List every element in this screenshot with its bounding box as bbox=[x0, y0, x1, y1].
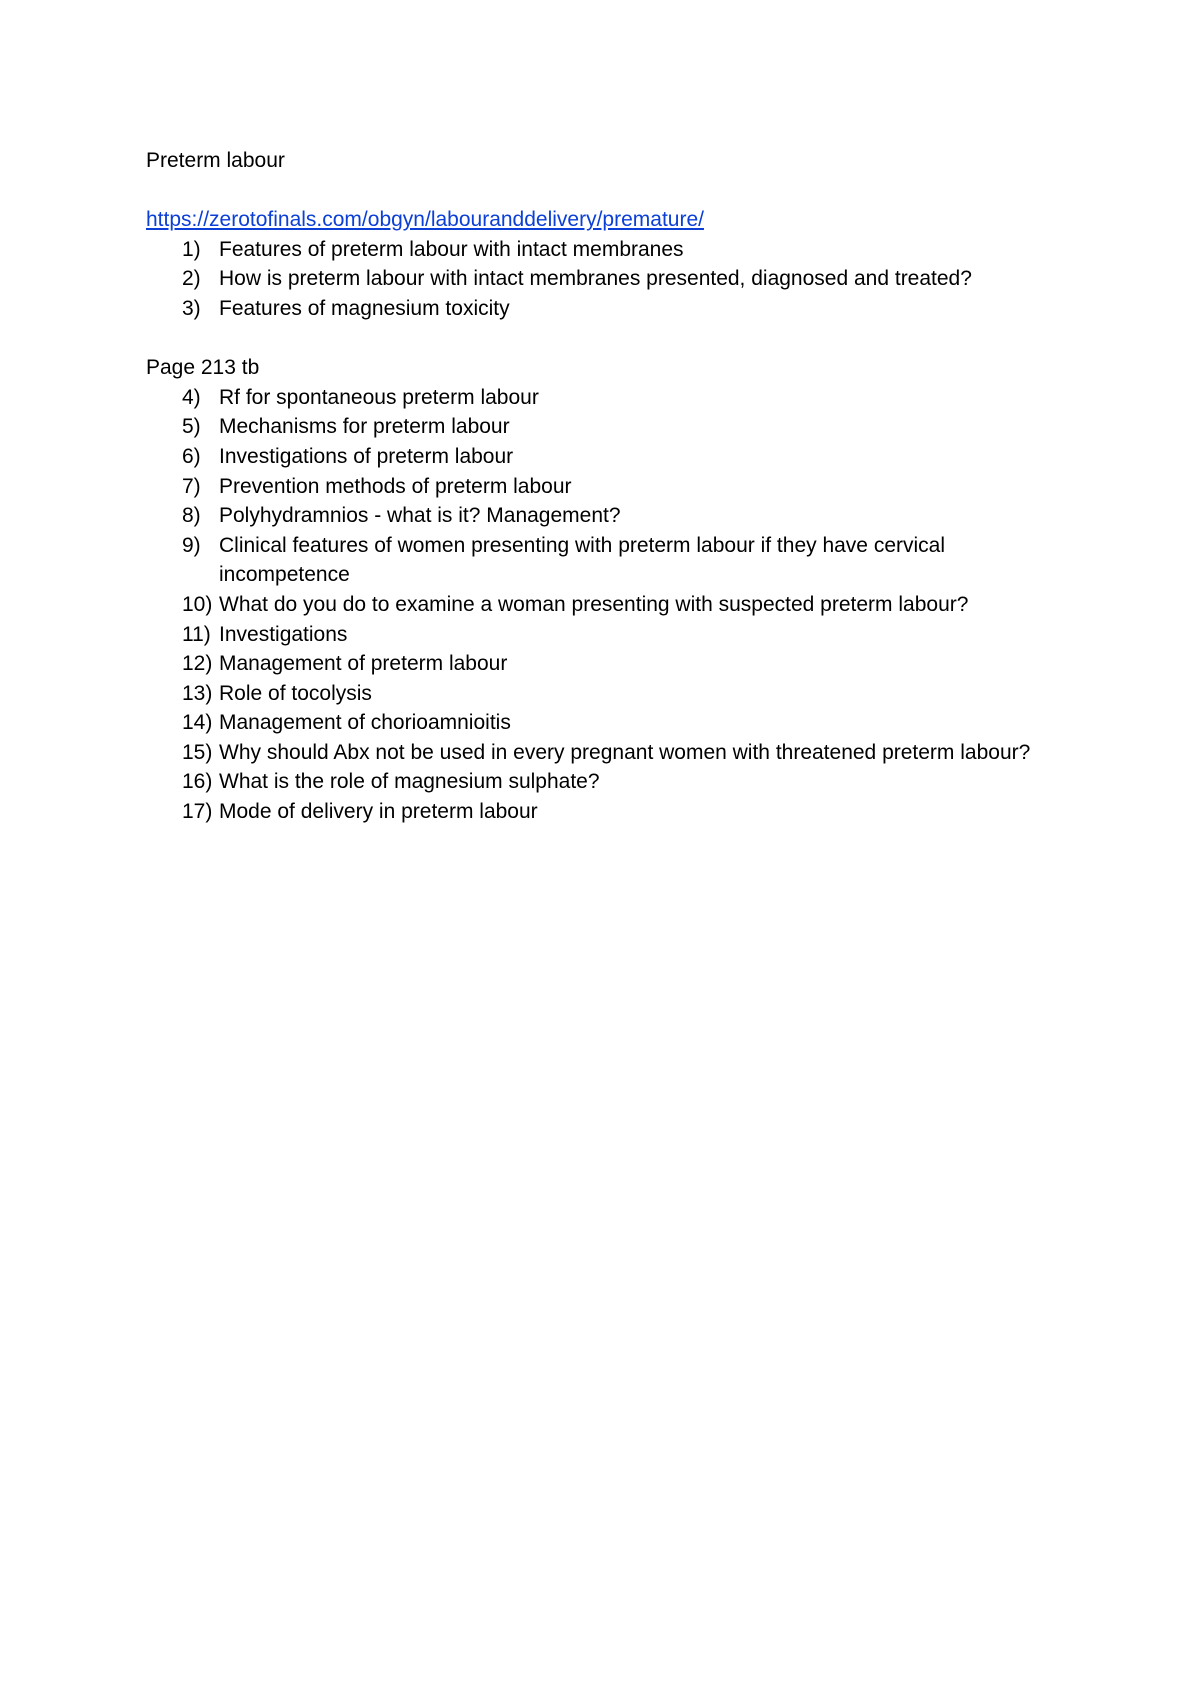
list-item bbox=[146, 294, 1066, 324]
list-number: 11) bbox=[182, 622, 211, 646]
list-item bbox=[146, 649, 1066, 679]
list-text: Polyhydramnios - what is it? Management? bbox=[219, 504, 621, 528]
list-text: Rf for spontaneous preterm labour bbox=[219, 385, 539, 409]
list-text: Prevention methods of preterm labour bbox=[219, 474, 572, 498]
list-text: Role of tocolysis bbox=[219, 681, 372, 705]
list-item bbox=[146, 767, 1066, 797]
question-list-1 bbox=[146, 235, 1066, 324]
list-number: 6) bbox=[182, 444, 201, 468]
list-item bbox=[146, 738, 1066, 768]
document-title: Preterm labour bbox=[146, 149, 285, 172]
list-item bbox=[146, 412, 1066, 442]
list-item bbox=[146, 235, 1066, 265]
blank-line bbox=[146, 324, 1066, 354]
list-number: 12) bbox=[182, 652, 213, 676]
list-item bbox=[146, 383, 1066, 413]
list-item bbox=[146, 708, 1066, 738]
list-number: 10) bbox=[182, 592, 213, 616]
list-text: Mode of delivery in preterm labour bbox=[219, 800, 538, 824]
list-item bbox=[146, 620, 1066, 650]
list-text: Why should Abx not be used in every pregnant women with threatened preterm labour? bbox=[219, 740, 1031, 764]
section-heading: Page 213 tb bbox=[146, 356, 260, 380]
list-item bbox=[146, 679, 1066, 709]
list-number: 15) bbox=[182, 740, 213, 764]
list-number: 4) bbox=[182, 385, 201, 409]
list-text: Investigations of preterm labour bbox=[219, 444, 514, 468]
list-text: Management of chorioamnioitis bbox=[219, 711, 511, 735]
list-item bbox=[146, 442, 1066, 472]
list-text: How is preterm labour with intact membranes presented, diagnosed and treated? bbox=[219, 267, 972, 291]
list-text: Management of preterm labour bbox=[219, 652, 508, 676]
list-number: 2) bbox=[182, 267, 201, 291]
list-text: Features of magnesium toxicity bbox=[219, 296, 510, 320]
list-number: 14) bbox=[182, 711, 213, 735]
list-number: 17) bbox=[182, 800, 213, 824]
list-item bbox=[146, 531, 1066, 590]
list-text: What do you do to examine a woman presenting with suspected preterm labour? bbox=[219, 592, 969, 616]
list-item bbox=[146, 264, 1066, 294]
list-number: 5) bbox=[182, 415, 201, 439]
list-text: Clinical features of women presenting with preterm labour if they have cervical incompetence bbox=[219, 533, 946, 587]
blank-line bbox=[146, 176, 1066, 206]
list-item bbox=[146, 501, 1066, 531]
list-text: Mechanisms for preterm labour bbox=[219, 415, 510, 439]
list-item bbox=[146, 590, 1066, 620]
list-text: What is the role of magnesium sulphate? bbox=[219, 770, 600, 794]
list-text: Features of preterm labour with intact membranes bbox=[219, 237, 684, 261]
list-item bbox=[146, 472, 1066, 502]
list-number: 9) bbox=[182, 533, 201, 557]
list-number: 13) bbox=[182, 681, 213, 705]
list-number: 16) bbox=[182, 770, 213, 794]
list-number: 1) bbox=[182, 237, 201, 261]
reference-link[interactable]: https://zerotofinals.com/obgyn/labouranddelivery/premature/ bbox=[146, 208, 704, 232]
question-list-2 bbox=[146, 383, 1066, 827]
document-body bbox=[146, 146, 1066, 827]
list-number: 3) bbox=[182, 296, 201, 320]
list-text: Investigations bbox=[219, 622, 348, 646]
list-number: 8) bbox=[182, 504, 201, 528]
list-item bbox=[146, 797, 1066, 827]
list-number: 7) bbox=[182, 474, 201, 498]
